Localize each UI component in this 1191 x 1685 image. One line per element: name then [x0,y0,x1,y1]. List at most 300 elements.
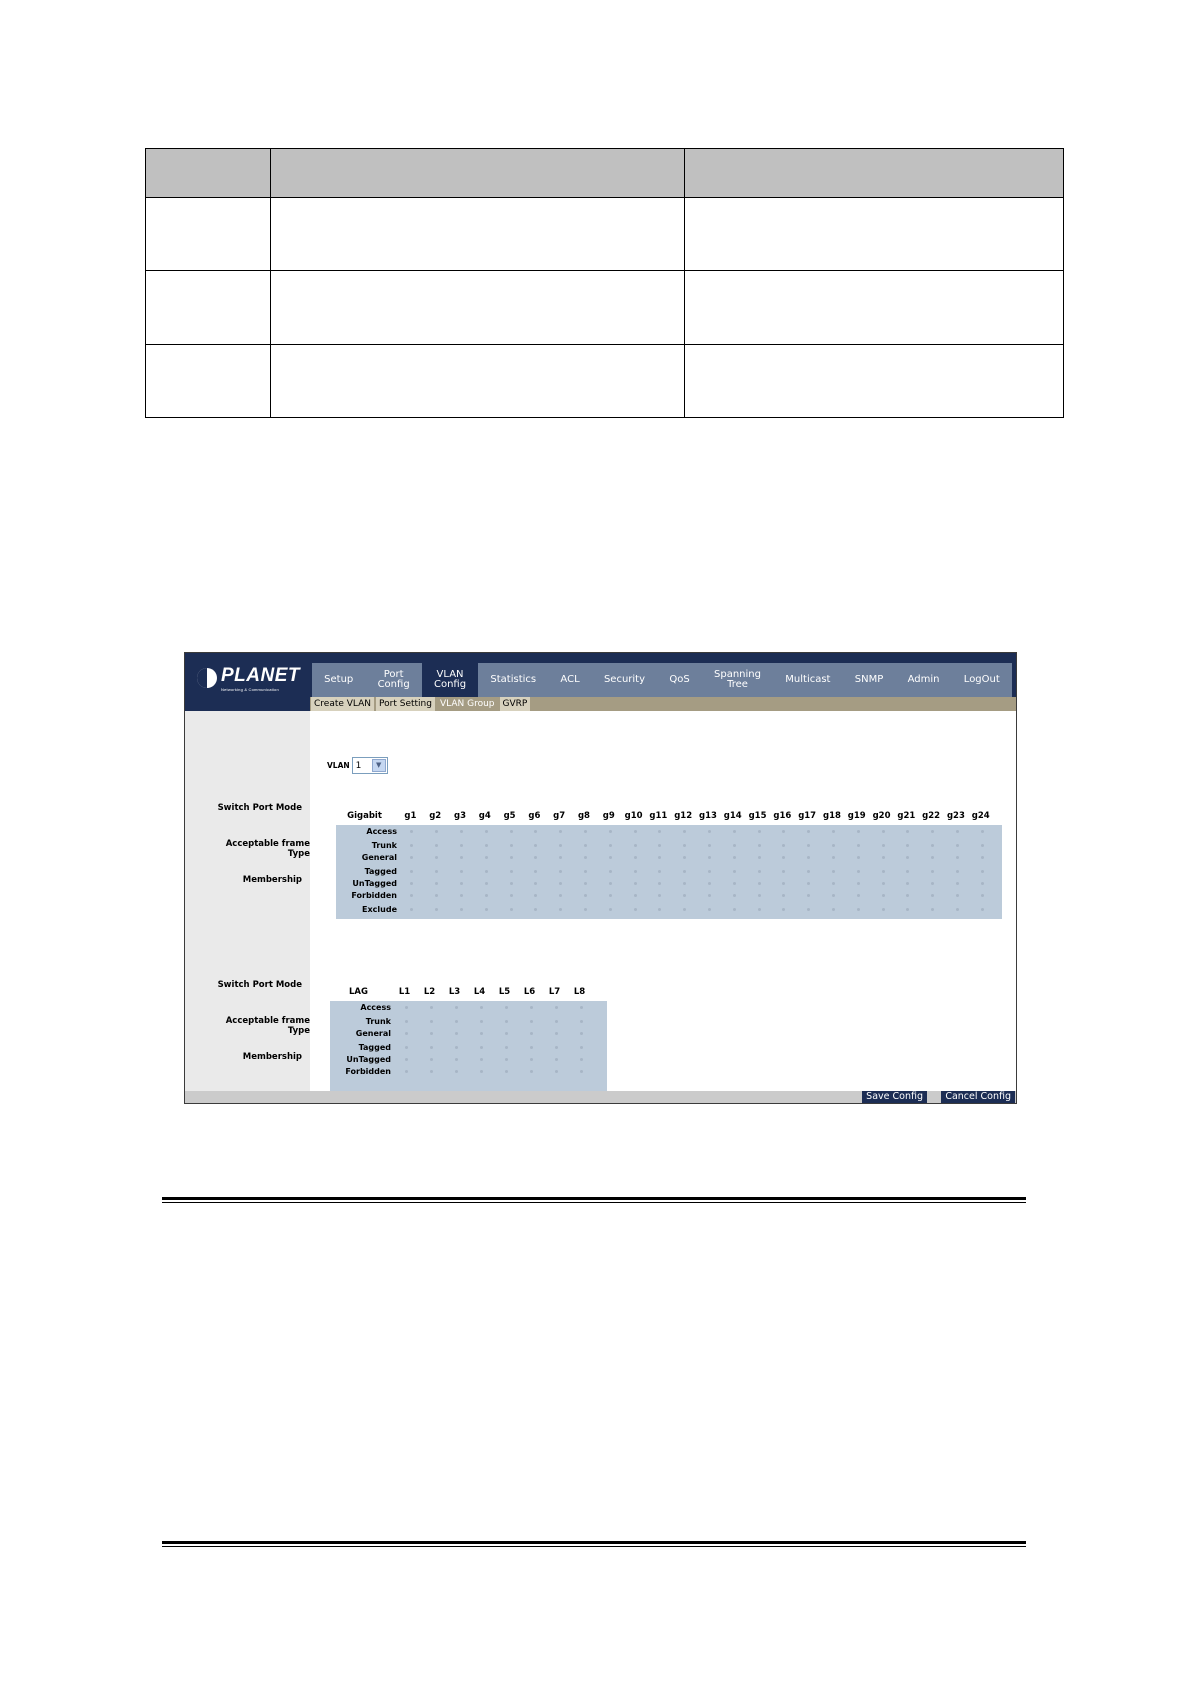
gigabit-option-radio[interactable] [758,870,761,873]
gigabit-option-radio[interactable] [782,894,785,897]
gigabit-option-radio[interactable] [609,830,612,833]
lag-port-L2: L2 [423,987,436,997]
gigabit-option-radio[interactable] [584,830,587,833]
gigabit-option-radio[interactable] [807,882,810,885]
gigabit-option-radio[interactable] [906,894,909,897]
vlan-selector-row [327,757,388,774]
gigabit-option-radio[interactable] [956,908,959,911]
gigabit-option-radio[interactable] [534,830,537,833]
gigabit-option-radio[interactable] [981,908,984,911]
gigabit-row-tagged [336,867,1002,878]
gigabit-option-radio[interactable] [534,870,537,873]
subnav-item-port-setting[interactable]: Port Setting [376,697,435,711]
lag-row-access [330,1003,607,1014]
gigabit-option-radio[interactable] [559,856,562,859]
left-label-panel [185,711,310,1091]
lag-option-radio[interactable] [530,1046,533,1049]
gigabit-port-g4: g4 [478,811,491,821]
gigabit-option-radio[interactable] [906,870,909,873]
lag-row-general [330,1029,607,1040]
gigabit-option-radio[interactable] [410,830,413,833]
logo-text: PLANET [221,665,300,686]
gigabit-option-radio[interactable] [981,870,984,873]
lag-option-radio[interactable] [405,1046,408,1049]
gigabit-option-radio[interactable] [758,894,761,897]
gigabit-option-radio[interactable] [584,908,587,911]
gigabit-option-radio[interactable] [906,844,909,847]
lag-option-radio[interactable] [480,1058,483,1061]
nav-item-snmp[interactable]: SNMP [854,674,884,685]
gigabit-row-label: Forbidden [351,891,397,900]
gigabit-option-radio[interactable] [559,908,562,911]
gigabit-option-radio[interactable] [906,856,909,859]
gigabit-option-radio[interactable] [882,856,885,859]
lag-option-radio[interactable] [555,1058,558,1061]
gigabit-option-radio[interactable] [634,908,637,911]
lag-option-radio[interactable] [530,1058,533,1061]
lag-option-radio[interactable] [580,1070,583,1073]
gigabit-option-radio[interactable] [832,830,835,833]
subnav-item-gvrp[interactable]: GVRP [500,697,531,711]
lag-port-L3: L3 [448,987,461,997]
lag-option-radio[interactable] [505,1058,508,1061]
lag-row-trunk [330,1017,607,1028]
lag-port-L5: L5 [498,987,511,997]
lag-option-radio[interactable] [480,1006,483,1009]
gigabit-option-radio[interactable] [410,856,413,859]
gigabit-option-radio[interactable] [758,830,761,833]
gigabit-option-radio[interactable] [658,882,661,885]
lag-option-radio[interactable] [580,1046,583,1049]
lag-option-radio[interactable] [530,1006,533,1009]
gigabit-option-radio[interactable] [832,894,835,897]
gigabit-option-radio[interactable] [906,882,909,885]
gigabit-option-radio[interactable] [857,844,860,847]
gigabit-option-radio[interactable] [981,882,984,885]
gigabit-option-radio[interactable] [782,844,785,847]
gigabit-option-radio[interactable] [634,830,637,833]
gigabit-port-g11: g11 [649,811,668,821]
gigabit-option-radio[interactable] [658,870,661,873]
gigabit-option-radio[interactable] [981,894,984,897]
bottom-action-bar [185,1091,1016,1103]
gigabit-option-radio[interactable] [559,894,562,897]
logo-mark-icon [197,668,217,688]
vlan-select-value: 1 [355,760,362,771]
gigabit-option-radio[interactable] [510,870,513,873]
nav-item-multicast[interactable]: Multicast [785,674,831,685]
lag-option-radio[interactable] [580,1020,583,1023]
lag-option-radio[interactable] [580,1058,583,1061]
lag-row-label: Access [360,1003,391,1012]
vlan-label: VLAN [327,761,350,770]
gigabit-port-g24: g24 [971,811,990,821]
gigabit-option-radio[interactable] [956,856,959,859]
gigabit-option-radio[interactable] [435,882,438,885]
lag-option-radio[interactable] [430,1070,433,1073]
gigabit-option-radio[interactable] [460,882,463,885]
gigabit-option-radio[interactable] [510,908,513,911]
gigabit-option-radio[interactable] [906,830,909,833]
section-divider [162,1197,1026,1200]
gigabit-option-radio[interactable] [658,856,661,859]
gigabit-option-radio[interactable] [460,856,463,859]
gigabit-option-radio[interactable] [683,908,686,911]
lag-port-L6: L6 [523,987,536,997]
gigabit-option-radio[interactable] [609,908,612,911]
gigabit-option-radio[interactable] [956,894,959,897]
lag-port-L4: L4 [473,987,486,997]
gigabit-option-radio[interactable] [832,882,835,885]
gigabit-option-radio[interactable] [733,870,736,873]
gigabit-option-radio[interactable] [758,908,761,911]
gigabit-option-radio[interactable] [435,856,438,859]
gigabit-option-radio[interactable] [807,908,810,911]
gigabit-option-radio[interactable] [931,844,934,847]
lag-option-radio[interactable] [580,1006,583,1009]
gigabit-option-radio[interactable] [658,894,661,897]
gigabit-port-g17: g17 [798,811,817,821]
gigabit-option-radio[interactable] [807,844,810,847]
lag-option-radio[interactable] [405,1032,408,1035]
nav-item-qos[interactable]: QoS [669,674,690,685]
gigabit-option-radio[interactable] [435,830,438,833]
gigabit-option-radio[interactable] [981,844,984,847]
lag-option-radio[interactable] [505,1046,508,1049]
gigabit-option-radio[interactable] [882,844,885,847]
gigabit-option-radio[interactable] [460,870,463,873]
label-acceptable-frame-type: Acceptable frame Type [225,839,310,859]
gigabit-header-label: Gigabit [347,811,382,821]
gigabit-option-radio[interactable] [534,882,537,885]
gigabit-option-radio[interactable] [733,844,736,847]
gigabit-option-radio[interactable] [485,908,488,911]
gigabit-option-radio[interactable] [807,870,810,873]
gigabit-option-radio[interactable] [609,870,612,873]
cancel-config-button[interactable]: Cancel Config [941,1091,1015,1103]
gigabit-port-g9: g9 [602,811,615,821]
gigabit-option-radio[interactable] [658,830,661,833]
gigabit-option-radio[interactable] [485,844,488,847]
gigabit-option-radio[interactable] [510,830,513,833]
gigabit-option-radio[interactable] [534,894,537,897]
nav-item-spanning-tree[interactable]: Spanning Tree [714,669,761,690]
gigabit-option-radio[interactable] [460,908,463,911]
gigabit-row-forbidden [336,891,1002,902]
gigabit-port-g7: g7 [553,811,566,821]
gigabit-option-radio[interactable] [758,856,761,859]
gigabit-option-radio[interactable] [733,908,736,911]
gigabit-option-radio[interactable] [683,844,686,847]
gigabit-port-g10: g10 [624,811,643,821]
table-row [146,271,1064,344]
gigabit-option-radio[interactable] [832,844,835,847]
gigabit-option-radio[interactable] [485,856,488,859]
nav-item-port-config[interactable]: Port Config [377,669,410,690]
gigabit-option-radio[interactable] [559,830,562,833]
gigabit-option-radio[interactable] [708,882,711,885]
gigabit-option-radio[interactable] [882,894,885,897]
lag-row-label: UnTagged [346,1055,391,1064]
gigabit-row-untagged [336,879,1002,890]
gigabit-option-radio[interactable] [584,894,587,897]
gigabit-option-radio[interactable] [906,908,909,911]
gigabit-option-radio[interactable] [485,894,488,897]
gigabit-option-radio[interactable] [807,856,810,859]
lag-option-radio[interactable] [480,1032,483,1035]
gigabit-option-radio[interactable] [410,908,413,911]
gigabit-option-radio[interactable] [832,908,835,911]
footer-divider [162,1541,1026,1544]
label-switch-port-mode: Switch Port Mode [217,803,302,813]
gigabit-row-label: Tagged [364,867,397,876]
gigabit-option-radio[interactable] [510,856,513,859]
sub-navigation [310,697,1016,711]
lag-option-radio[interactable] [455,1070,458,1073]
chevron-down-icon[interactable]: ▼ [372,759,386,772]
gigabit-option-radio[interactable] [435,894,438,897]
gigabit-option-radio[interactable] [510,882,513,885]
gigabit-row-access [336,827,1002,838]
gigabit-option-radio[interactable] [534,844,537,847]
gigabit-option-radio[interactable] [485,830,488,833]
gigabit-option-radio[interactable] [683,894,686,897]
gigabit-option-radio[interactable] [683,830,686,833]
gigabit-option-radio[interactable] [782,830,785,833]
gigabit-option-radio[interactable] [782,856,785,859]
label-membership: Membership [242,875,302,885]
lag-option-radio[interactable] [530,1070,533,1073]
lag-option-radio[interactable] [480,1070,483,1073]
lag-option-radio[interactable] [530,1032,533,1035]
brand-logo [185,653,310,711]
lag-option-radio[interactable] [455,1046,458,1049]
gigabit-option-radio[interactable] [708,908,711,911]
gigabit-option-radio[interactable] [956,830,959,833]
nav-item-vlan-config[interactable]: VLAN Config [422,663,478,697]
lag-option-radio[interactable] [430,1006,433,1009]
gigabit-port-g3: g3 [453,811,466,821]
gigabit-option-radio[interactable] [956,882,959,885]
lag-option-radio[interactable] [505,1032,508,1035]
gigabit-port-grid [336,825,1002,919]
vlan-select[interactable] [352,757,388,774]
gigabit-option-radio[interactable] [857,908,860,911]
gigabit-option-radio[interactable] [559,870,562,873]
gigabit-port-g20: g20 [872,811,891,821]
gigabit-option-radio[interactable] [733,856,736,859]
gigabit-port-g19: g19 [847,811,866,821]
lag-option-radio[interactable] [505,1006,508,1009]
lag-option-radio[interactable] [505,1020,508,1023]
lag-option-radio[interactable] [455,1032,458,1035]
gigabit-option-radio[interactable] [882,830,885,833]
gigabit-option-radio[interactable] [733,830,736,833]
nav-item-admin[interactable]: Admin [907,674,940,685]
gigabit-option-radio[interactable] [832,856,835,859]
gigabit-option-radio[interactable] [931,882,934,885]
gigabit-option-radio[interactable] [882,882,885,885]
lag-option-radio[interactable] [480,1046,483,1049]
gigabit-option-radio[interactable] [807,830,810,833]
gigabit-option-radio[interactable] [410,882,413,885]
gigabit-option-radio[interactable] [931,830,934,833]
gigabit-option-radio[interactable] [857,882,860,885]
label-acceptable-frame-type-lag: Acceptable frame Type [225,1016,310,1036]
lag-option-radio[interactable] [505,1070,508,1073]
gigabit-option-radio[interactable] [460,894,463,897]
lag-option-radio[interactable] [405,1058,408,1061]
gigabit-option-radio[interactable] [782,882,785,885]
gigabit-option-radio[interactable] [857,830,860,833]
gigabit-option-radio[interactable] [609,882,612,885]
gigabit-option-radio[interactable] [435,844,438,847]
gigabit-option-radio[interactable] [857,894,860,897]
gigabit-row-label: UnTagged [352,879,397,888]
gigabit-option-radio[interactable] [931,908,934,911]
lag-row-tagged [330,1043,607,1054]
gigabit-option-radio[interactable] [683,856,686,859]
gigabit-option-radio[interactable] [882,870,885,873]
label-membership-lag: Membership [242,1052,302,1062]
lag-header-label: LAG [349,987,368,997]
gigabit-option-radio[interactable] [634,894,637,897]
gigabit-option-radio[interactable] [708,844,711,847]
lag-option-radio[interactable] [555,1046,558,1049]
gigabit-port-g15: g15 [748,811,767,821]
subnav-item-create-vlan[interactable]: Create VLAN [311,697,374,711]
gigabit-option-radio[interactable] [956,844,959,847]
gigabit-option-radio[interactable] [460,830,463,833]
gigabit-option-radio[interactable] [956,870,959,873]
gigabit-option-radio[interactable] [410,870,413,873]
lag-option-radio[interactable] [405,1020,408,1023]
lag-option-radio[interactable] [455,1020,458,1023]
lag-option-radio[interactable] [555,1070,558,1073]
gigabit-option-radio[interactable] [708,856,711,859]
gigabit-option-radio[interactable] [460,844,463,847]
gigabit-option-radio[interactable] [634,856,637,859]
lag-option-radio[interactable] [430,1046,433,1049]
gigabit-option-radio[interactable] [658,908,661,911]
gigabit-port-g23: g23 [946,811,965,821]
gigabit-option-radio[interactable] [708,894,711,897]
gigabit-option-radio[interactable] [609,844,612,847]
gigabit-option-radio[interactable] [708,830,711,833]
gigabit-option-radio[interactable] [510,844,513,847]
gigabit-option-radio[interactable] [410,844,413,847]
nav-item-acl[interactable]: ACL [560,674,580,685]
gigabit-option-radio[interactable] [634,870,637,873]
gigabit-option-radio[interactable] [832,870,835,873]
gigabit-option-radio[interactable] [733,894,736,897]
gigabit-option-radio[interactable] [584,844,587,847]
lag-option-radio[interactable] [405,1070,408,1073]
lag-option-radio[interactable] [455,1006,458,1009]
lag-option-radio[interactable] [555,1006,558,1009]
gigabit-option-radio[interactable] [931,894,934,897]
gigabit-option-radio[interactable] [658,844,661,847]
subnav-item-vlan-group[interactable]: VLAN Group [437,697,498,711]
gigabit-option-radio[interactable] [485,882,488,885]
gigabit-option-radio[interactable] [634,882,637,885]
gigabit-option-radio[interactable] [584,856,587,859]
gigabit-option-radio[interactable] [981,830,984,833]
nav-item-security[interactable]: Security [603,674,646,685]
gigabit-option-radio[interactable] [435,908,438,911]
gigabit-option-radio[interactable] [981,856,984,859]
gigabit-header-row [331,811,993,821]
lag-option-radio[interactable] [555,1032,558,1035]
gigabit-port-g16: g16 [773,811,792,821]
lag-option-radio[interactable] [430,1020,433,1023]
gigabit-option-radio[interactable] [609,894,612,897]
lag-row-label: Forbidden [345,1067,391,1076]
gigabit-option-radio[interactable] [609,856,612,859]
gigabit-option-radio[interactable] [807,894,810,897]
gigabit-option-radio[interactable] [882,908,885,911]
nav-item-logout[interactable]: LogOut [963,674,1000,685]
gigabit-option-radio[interactable] [931,856,934,859]
gigabit-option-radio[interactable] [683,882,686,885]
lag-option-radio[interactable] [430,1058,433,1061]
gigabit-option-radio[interactable] [559,844,562,847]
lag-option-radio[interactable] [430,1032,433,1035]
gigabit-option-radio[interactable] [634,844,637,847]
gigabit-option-radio[interactable] [485,870,488,873]
nav-item-setup[interactable]: Setup [324,674,354,685]
lag-option-radio[interactable] [580,1032,583,1035]
lag-row-label: General [355,1029,391,1038]
gigabit-option-radio[interactable] [584,882,587,885]
gigabit-option-radio[interactable] [758,882,761,885]
gigabit-option-radio[interactable] [435,870,438,873]
gigabit-option-radio[interactable] [510,894,513,897]
lag-option-radio[interactable] [555,1020,558,1023]
logo-tagline: Networking & Communication [221,687,279,692]
lag-option-radio[interactable] [480,1020,483,1023]
table-row [146,198,1064,271]
table-row [146,344,1064,417]
gigabit-option-radio[interactable] [857,870,860,873]
gigabit-option-radio[interactable] [758,844,761,847]
gigabit-port-g12: g12 [674,811,693,821]
gigabit-option-radio[interactable] [782,870,785,873]
gigabit-option-radio[interactable] [733,882,736,885]
lag-option-radio[interactable] [530,1020,533,1023]
gigabit-row-label: Access [366,827,397,836]
gigabit-option-radio[interactable] [584,870,587,873]
lag-option-radio[interactable] [455,1058,458,1061]
gigabit-option-radio[interactable] [683,870,686,873]
gigabit-option-radio[interactable] [534,856,537,859]
gigabit-option-radio[interactable] [931,870,934,873]
nav-item-statistics[interactable]: Statistics [490,674,537,685]
gigabit-option-radio[interactable] [782,908,785,911]
top-navigation [310,653,1016,698]
lag-header-row [325,987,592,997]
nav-bar [312,663,1012,697]
gigabit-option-radio[interactable] [410,894,413,897]
save-config-button[interactable]: Save Config [862,1091,927,1103]
gigabit-option-radio[interactable] [857,856,860,859]
lag-option-radio[interactable] [405,1006,408,1009]
gigabit-option-radio[interactable] [534,908,537,911]
gigabit-row-label: Trunk [371,841,397,850]
document-table [145,148,1064,418]
gigabit-option-radio[interactable] [708,870,711,873]
gigabit-option-radio[interactable] [559,882,562,885]
